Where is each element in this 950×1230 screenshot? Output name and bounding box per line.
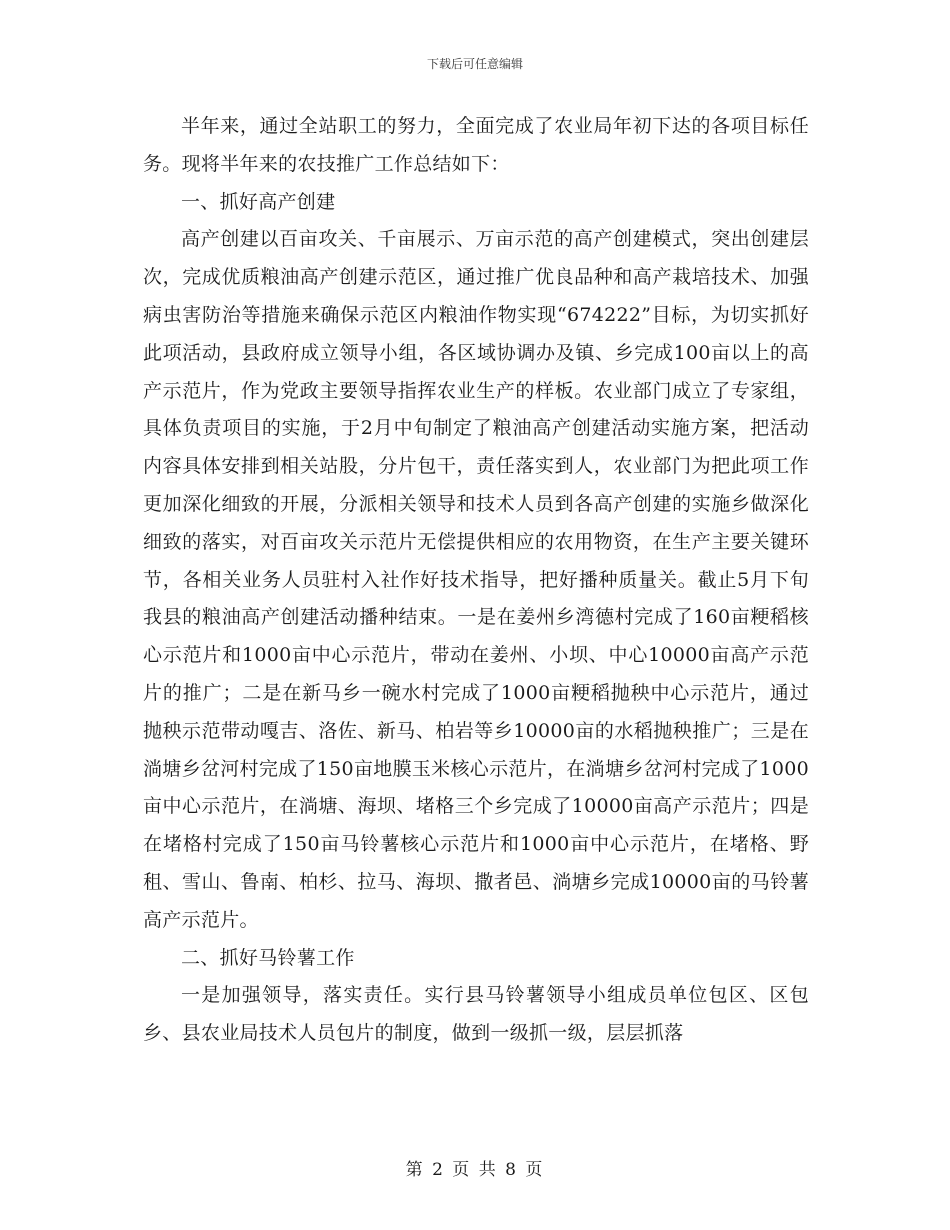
section-heading-1: 一、抓好高产创建 xyxy=(181,190,336,213)
header-note: 下载后可任意编辑 xyxy=(426,57,523,71)
section-2-paragraph: 一是加强领导，落实责任。实行县马铃薯领导小组成员单位包区、区包乡、县农业局技术人员包片的制度，做到一级抓一级，层层抓落 xyxy=(143,984,809,1045)
document-body xyxy=(143,108,809,1053)
section-heading-2: 二、抓好马铃薯工作 xyxy=(181,946,355,969)
intro-paragraph: 半年来，通过全站职工的努力，全面完成了农业局年初下达的各项目标任务。现将半年来的农技推广工作总结如下： xyxy=(143,115,809,175)
page-footer: 第 2 页 共 8 页 xyxy=(405,1160,545,1180)
section-1-paragraph: 高产创建以百亩攻关、千亩展示、万亩示范的高产创建模式，突出创建层次，完成优质粮油高产创建示范区，通过推广优良品种和高产栽培技术、加强病虫害防治等措施来确保示范区内粮油作物实现“674222”目标，为切实抓好此项活动，县政府成立领导小组，各区域协调办及镇、乡完成100亩以上的高产示范片，作为党政主要领导指挥农业生产的样板。农业部门成立了专家组，具体负责项目的实施，于2月中旬制定了粮油高产创建活动实施方案，把活动内容具体安排到相关站股，分片包干，责任落实到人，农业部门为把此项工作更加深化细致的开展，分派相关领导和技术人员到各高产创建的实施乡做深化细致的落实，对百亩攻关示范片无偿提供相应的农用物资，在生产主要关键环节，各相关业务人员驻村入社作好技术指导，把好播种质量关。截止5月下旬我县的粮油高产创建活动播种结束。一是在姜州乡湾德村完成了160亩粳稻核心示范片和1000亩中心示范片，带动在姜州、小坝、中心10000亩高产示范片的推广；二是在新马乡一碗水村完成了1000亩粳稻抛秧中心示范片，通过抛秧示范带动嘎吉、洛佐、新马、柏岩等乡10000亩的水稻抛秧推广；三是在淌塘乡岔河村完成了150亩地膜玉米核心示范片，在淌塘乡岔河村完成了1000亩中心示范片，在淌塘、海坝、堵格三个乡完成了10000亩高产示范片；四是在堵格村完成了150亩马铃薯核心示范片和1000亩中心示范片，在堵格、野租、雪山、鲁南、柏杉、拉马、海坝、撒者邑、淌塘乡完成10000亩的马铃薯高产示范片。 xyxy=(143,228,809,931)
